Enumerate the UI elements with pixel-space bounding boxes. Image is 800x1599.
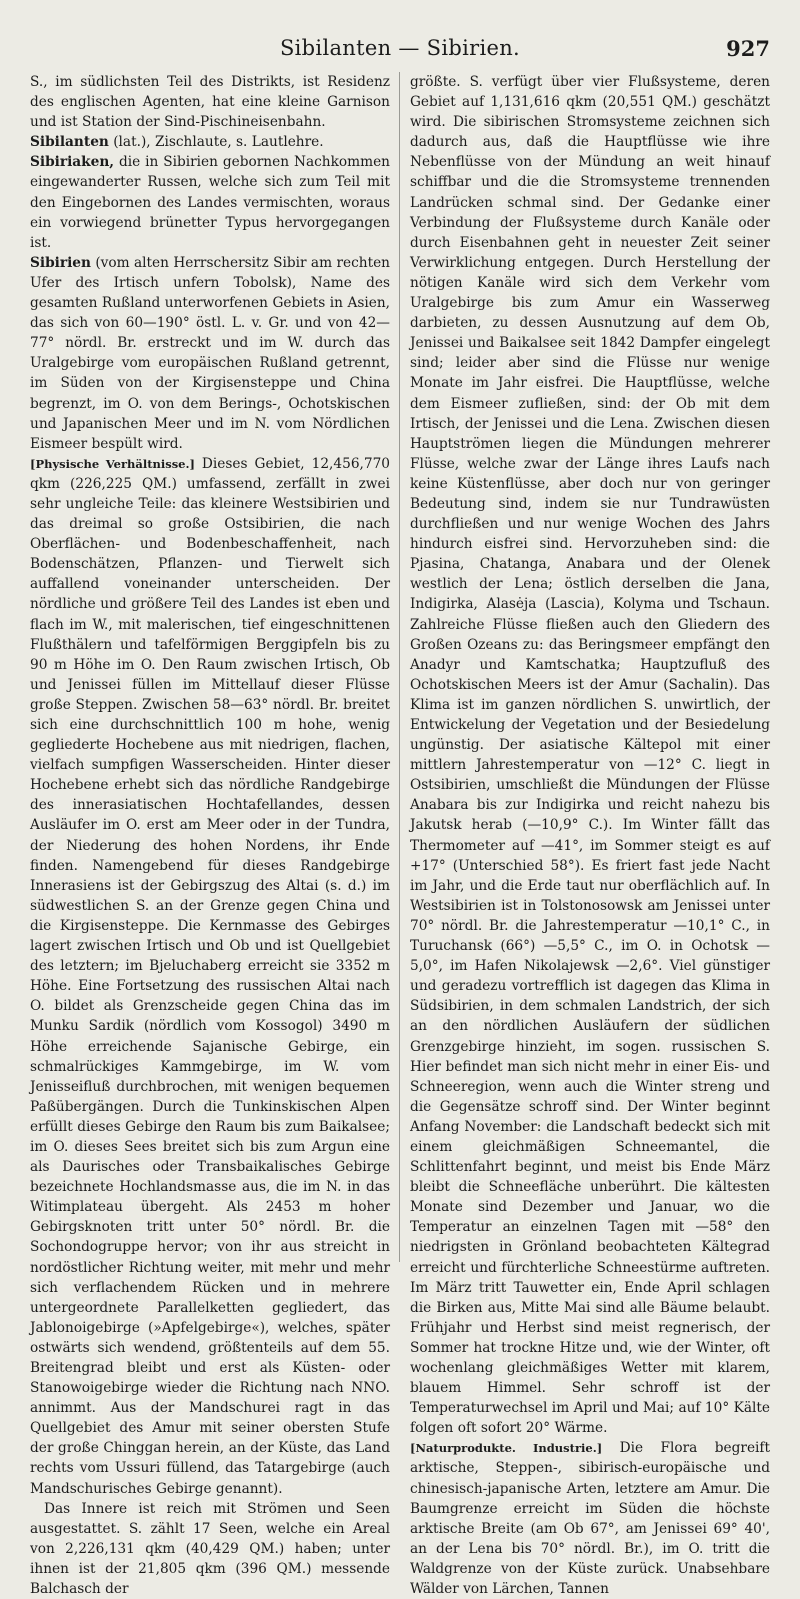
section-text: Die Flora begreift arktische, Steppen-, sibirisch-europäische und chinesisch-japanische Arten, letztere am Amur. Die Baumgrenze erreicht im Süden die höchste arktische Breite (am Ob 67°, am Jenissei 69° 40', an der Lena bis 70° nördl. Br.), im O. tritt die Waldgrenze von der Küste zurück. Unabsehbare Wälder von Lärchen, Tannen — [410, 1440, 770, 1598]
page-header — [0, 36, 800, 64]
left-column — [30, 72, 390, 1598]
column-divider — [399, 72, 400, 1262]
dictionary-entry — [30, 132, 390, 152]
page-number: 927 — [726, 36, 770, 61]
dictionary-entry — [30, 152, 390, 252]
paragraph-text: S., im südlichsten Teil des Distrikts, ist Residenz des englischen Agenten, hat eine kleine Garnison und ist Station der Sind-Pischineisenbahn. — [30, 74, 390, 131]
paragraph — [30, 1499, 390, 1599]
continued-paragraph — [30, 72, 390, 132]
entry-headword: Sibiriaken, — [30, 154, 115, 171]
section-text: Dieses Gebiet, 12,456,770 qkm (226,225 QM.) umfassend, zerfällt in zwei sehr ungleiche Teile: das kleinere Westsibirien und das dreimal so große Ostsibirien, die nach Oberflächen- und Bodenbeschaffenheit, nach Bodenschätzen, Pflanzen- und Tierwelt sich auffallend voneinander unterscheiden. Der nördliche und größere Teil des Landes ist eben und flach im W., mit malerischen, tief eingeschnittenen Flußthälern und tafelförmigen Berggipfeln bis zu 90 m Höhe im O. Den Raum zwischen Irtisch, Ob und Jenissei füllen im Mittellauf dieser Flüsse große Steppen. Zwischen 58—63° nördl. Br. breitet sich eine durchschnittlich 100 m hohe, wenig gegliederte Hochebene aus mit niedrigen, flachen, vielfach sumpfigen Wasserscheiden. Hinter dieser Hochebene erhebt sich das nördliche Randgebirge des innerasiatischen Hochtafellandes, dessen Ausläufer im O. erst am Meer oder in der Tundra, der Niederung des hohen Nordens, ihr Ende finden. Namengebend für dieses Randgebirge Innerasiens ist der Gebirgszug des Altai (s. d.) im südwestlichen S. an der Grenze gegen China und die Kirgisensteppe. Die Kernmasse des Gebirges lagert zwischen Irtisch und Ob und ist Quellgebiet des letztern; im Bjeluchaberg erreicht sie 3352 m Höhe. Eine Fortsetzung des russischen Altai nach O. bildet als Grenzscheide gegen China das im Munku Sardik (nördlich vom Kossogol) 3490 m Höhe erreichende Sajanische Gebirge, ein schmalrückiges Kammgebirge, im W. vom Jenisseifluß durchbrochen, mit wenigen bequemen Paßübergängen. Durch die Tunkinskischen Alpen erfüllt dieses Gebirge den Raum bis zum Baikalsee; im O. dieses Sees breitet sich bis zum Argun eine als Daurisches oder Transbaikalisches Gebirge bezeichnete Hochlandsmasse aus, die im N. in das Witimplateau übergeht. Als 2453 m hoher Gebirgsknoten tritt unter 50° nördl. Br. die Sochondogruppe hervor; von ihr aus streicht in nordöstlicher Richtung weiter, mit mehr und mehr sich verflachendem Rücken und in mehrere untergeordnete Parallelketten gegliedert, das Jablonoigebirge (»Apfelgebirge«), welches, später ostwärts sich wendend, größtenteils auf dem 55. Breitengrad bleibt und erst als Küsten- oder Stanowoigebirge wieder die Richtung nach NNO. annimmt. Aus der Mandschurei ragt in das Quellgebiet des Amur mit seiner obersten Stufe der große Chinggan herein, an der Küste, das Land rechts vom Ussuri füllend, das Tatargebirge (auch Mandschurisches Gebirge genannt). — [30, 455, 390, 1497]
continued-paragraph — [410, 72, 770, 1438]
right-column — [410, 72, 770, 1598]
entry-text: die in Sibirien gebornen Nachkommen eingewanderter Russen, welche sich zum Teil mit den Eingebornen des Landes vermischten, woraus ein vorwiegend brünetter Typus hervorgegangen ist. — [30, 154, 390, 251]
entry-headword: Sibilanten — [30, 134, 109, 151]
section-label: [Physische Verhältnisse.] — [30, 456, 195, 471]
entry-text: (vom alten Herrschersitz Sibir am rechten Ufer des Irtisch unfern Tobolsk), Name des gesamten Rußland unterworfenen Gebiets in Asien, das sich von 60—190° östl. L. v. Gr. und von 42—77° nördl. Br. erstreckt und im W. durch das Uralgebirge vom europäischen Rußland getrennt, im Süden von der Kirgisensteppe und China begrenzt, im O. von dem Berings-, Ochotskischen und Japanischen Meer und im N. vom Nördlichen Eismeer bespült wird. — [30, 254, 390, 452]
dictionary-entry — [30, 253, 390, 454]
section-paragraph — [410, 1438, 770, 1599]
paragraph-text: Das Innere ist reich mit Strömen und Seen ausgestattet. S. zählt 17 Seen, welche ein Areal von 2,226,131 qkm (40,429 QM.) haben; unter ihnen ist der 21,805 qkm (396 QM.) messende Balchasch der — [30, 1500, 390, 1598]
entry-headword: Sibirien — [30, 254, 91, 271]
section-label: [Naturprodukte. Industrie.] — [410, 1441, 603, 1456]
entry-text: (lat.), Zischlaute, s. Lautlehre. — [108, 134, 324, 151]
paragraph-text: größte. S. verfügt über vier Flußsysteme, deren Gebiet auf 1,131,616 qkm (20,551 QM.) geschätzt wird. Die sibirischen Stromsysteme zeichnen sich dadurch aus, daß die Hauptflüsse wie ihre Nebenflüsse von der Mündung an weit hinauf schiffbar und die die Stromsysteme trennenden Landrücken schmal sind. Der Gedanke einer Verbindung der Flußsysteme durch Kanäle oder durch Eisenbahnen geht in neuester Zeit seiner Verwirklichung entgegen. Durch Herstellung der nötigen Kanäle wird sich dem Verkehr vom Uralgebirge bis zum Amur ein Wasserweg darbieten, zu dessen Ausnutzung auf dem Ob, Jenissei und Baikalsee seit 1842 Dampfer eingelegt sind; leider aber sind die Flüsse nur wenige Monate im Jahr eisfrei. Die Hauptflüsse, welche dem Eismeer zufließen, sind: der Ob mit dem Irtisch, der Jenissei und die Lena. Zwischen diesen Hauptströmen liegen die Mündungen mehrerer Flüsse, welche zwar der Länge ihres Laufs nach keine Küstenflüsse, aber doch nur von geringer Bedeutung sind, indem sie nur Tundrawüsten durchfließen und nur wenige Wochen des Jahrs hindurch eisfrei sind. Hervorzuheben sind: die Pjasina, Chatanga, Anabara und der Olenek westlich der Lena; östlich derselben die Jana, Indigirka, Alasėja (Lascia), Kolyma und Tschaun. Zahlreiche Flüsse fließen auch den Gliedern des Großen Ozeans zu: das Beringsmeer empfängt den Anadyr und Kamtschatka; Hauptzufluß des Ochotskischen Meers ist der Amur (Sachalin). Das Klima ist im ganzen nördlichen S. unwirtlich, der Entwickelung der Vegetation und der Besiedelung ungünstig. Der asiatische Kältepol mit einer mittlern Jahrestemperatur von —12° C. liegt in Ostsibirien, umschließt die Mündungen der Flüsse Anabara bis zur Indigirka und reicht nahezu bis Jakutsk herab (—10,9° C.). Im Winter fällt das Thermometer auf —41°, im Sommer steigt es auf +17° (Unterschied 58°). Es friert fast jede Nacht im Jahr, und die Erde taut nur oberflächlich auf. In Westsibirien ist in Tolstonosowsk am Jenissei unter 70° nördl. Br. die Jahrestemperatur —10,1° C., in Turuchansk (66°) —5,5° C., im O. in Ochotsk —5,0°, im Hafen Nikolajewsk —2,6°. Viel günstiger und geradezu vortrefflich ist dagegen das Klima in Südsibirien, in dem schmalen Landstrich, der sich an den nördlichen Ausläufern der südlichen Grenzgebirge hinzieht, im sogen. russischen S. Hier befindet man sich nicht mehr in einer Eis- und Schneeregion, wenn auch die Winter streng und die Gegensätze schroff sind. Der Winter beginnt Anfang November: die Landschaft bedeckt sich mit einem gleichmäßigen Schneemantel, die Schlittenfahrt beginnt, und meist bis Ende März bleibt die Schneefläche unberührt. Die kältesten Monate sind Dezember und Januar, wo die Temperatur an einzelnen Tagen mit —58° den niedrigsten in Grönland beobachteten Kältegrad erreicht und fürchterliche Schneestürme auftreten. Im März tritt Tauwetter ein, Ende April schlagen die Birken aus, Mitte Mai sind alle Bäume belaubt. Frühjahr und Herbst sind meist regnerisch, der Sommer hat trockne Hitze und, wie der Winter, oft wochenlang gleichmäßiges Wetter mit klarem, blauem Himmel. Sehr schroff ist der Temperaturwechsel im April und Mai; auf 10° Kälte folgen oft sofort 20° Wärme. — [410, 74, 770, 1437]
running-title: Sibilanten — Sibirien. — [279, 36, 520, 60]
section-paragraph — [30, 454, 390, 1499]
